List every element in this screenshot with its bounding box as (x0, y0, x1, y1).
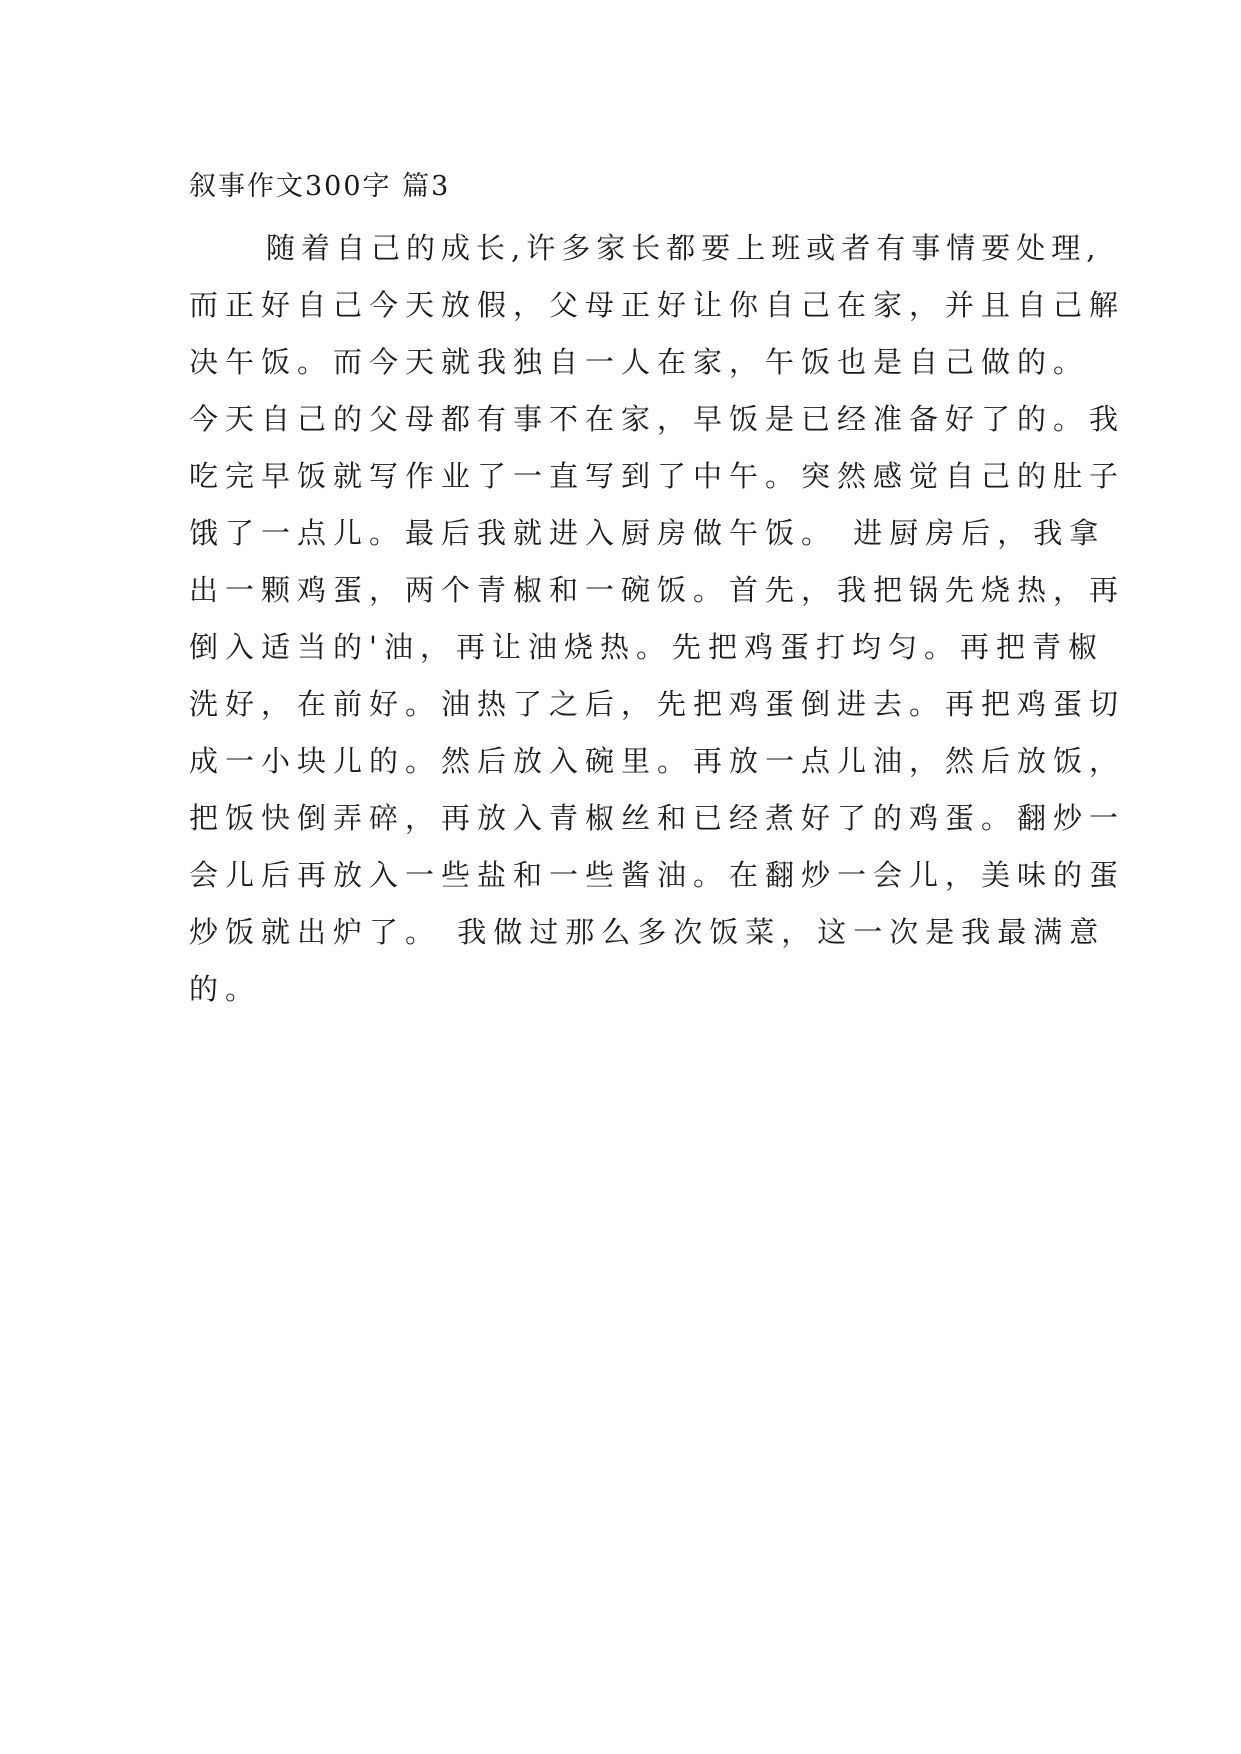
paragraph-line: 而正好自己今天放假，父母正好让你自己在家，并且自己解 (189, 288, 1126, 322)
paragraph-line: 把饭快倒弄碎，再放入青椒丝和已经煮好了的鸡蛋。翻炒一 (189, 801, 1126, 835)
paragraph-line: 成一小块儿的。然后放入碗里。再放一点儿油，然后放饭， (189, 744, 1126, 778)
paragraph-line: 炒饭就出炉了。 我做过那么多次饭菜，这一次是我最满意 (189, 915, 1106, 949)
paragraph-line: 的。 (189, 972, 262, 1006)
paragraph-line: 随着自己的成长,许多家长都要上班或者有事情要处理, (266, 231, 1102, 265)
paragraph-line: 决午饭。而今天就我独自一人在家，午饭也是自己做的。 (189, 345, 1090, 379)
paragraph-line: 饿了一点儿。最后我就进入厨房做午饭。 进厨房后，我拿 (189, 516, 1106, 550)
document-title: 叙事作文300字 篇3 (189, 171, 451, 202)
paragraph-line: 出一颗鸡蛋，两个青椒和一碗饭。首先，我把锅先烧热，再 (189, 573, 1126, 607)
paragraph-line: 吃完早饭就写作业了一直写到了中午。突然感觉自己的肚子 (189, 459, 1126, 493)
paragraph-line: 洗好，在前好。油热了之后，先把鸡蛋倒进去。再把鸡蛋切 (189, 687, 1126, 721)
paragraph-line: 会儿后再放入一些盐和一些酱油。在翻炒一会儿，美味的蛋 (189, 858, 1126, 892)
paragraph-line: 倒入适当的'油，再让油烧热。先把鸡蛋打均匀。再把青椒 (189, 630, 1104, 664)
paragraph-line: 今天自己的父母都有事不在家，早饭是已经准备好了的。我 (189, 402, 1126, 436)
